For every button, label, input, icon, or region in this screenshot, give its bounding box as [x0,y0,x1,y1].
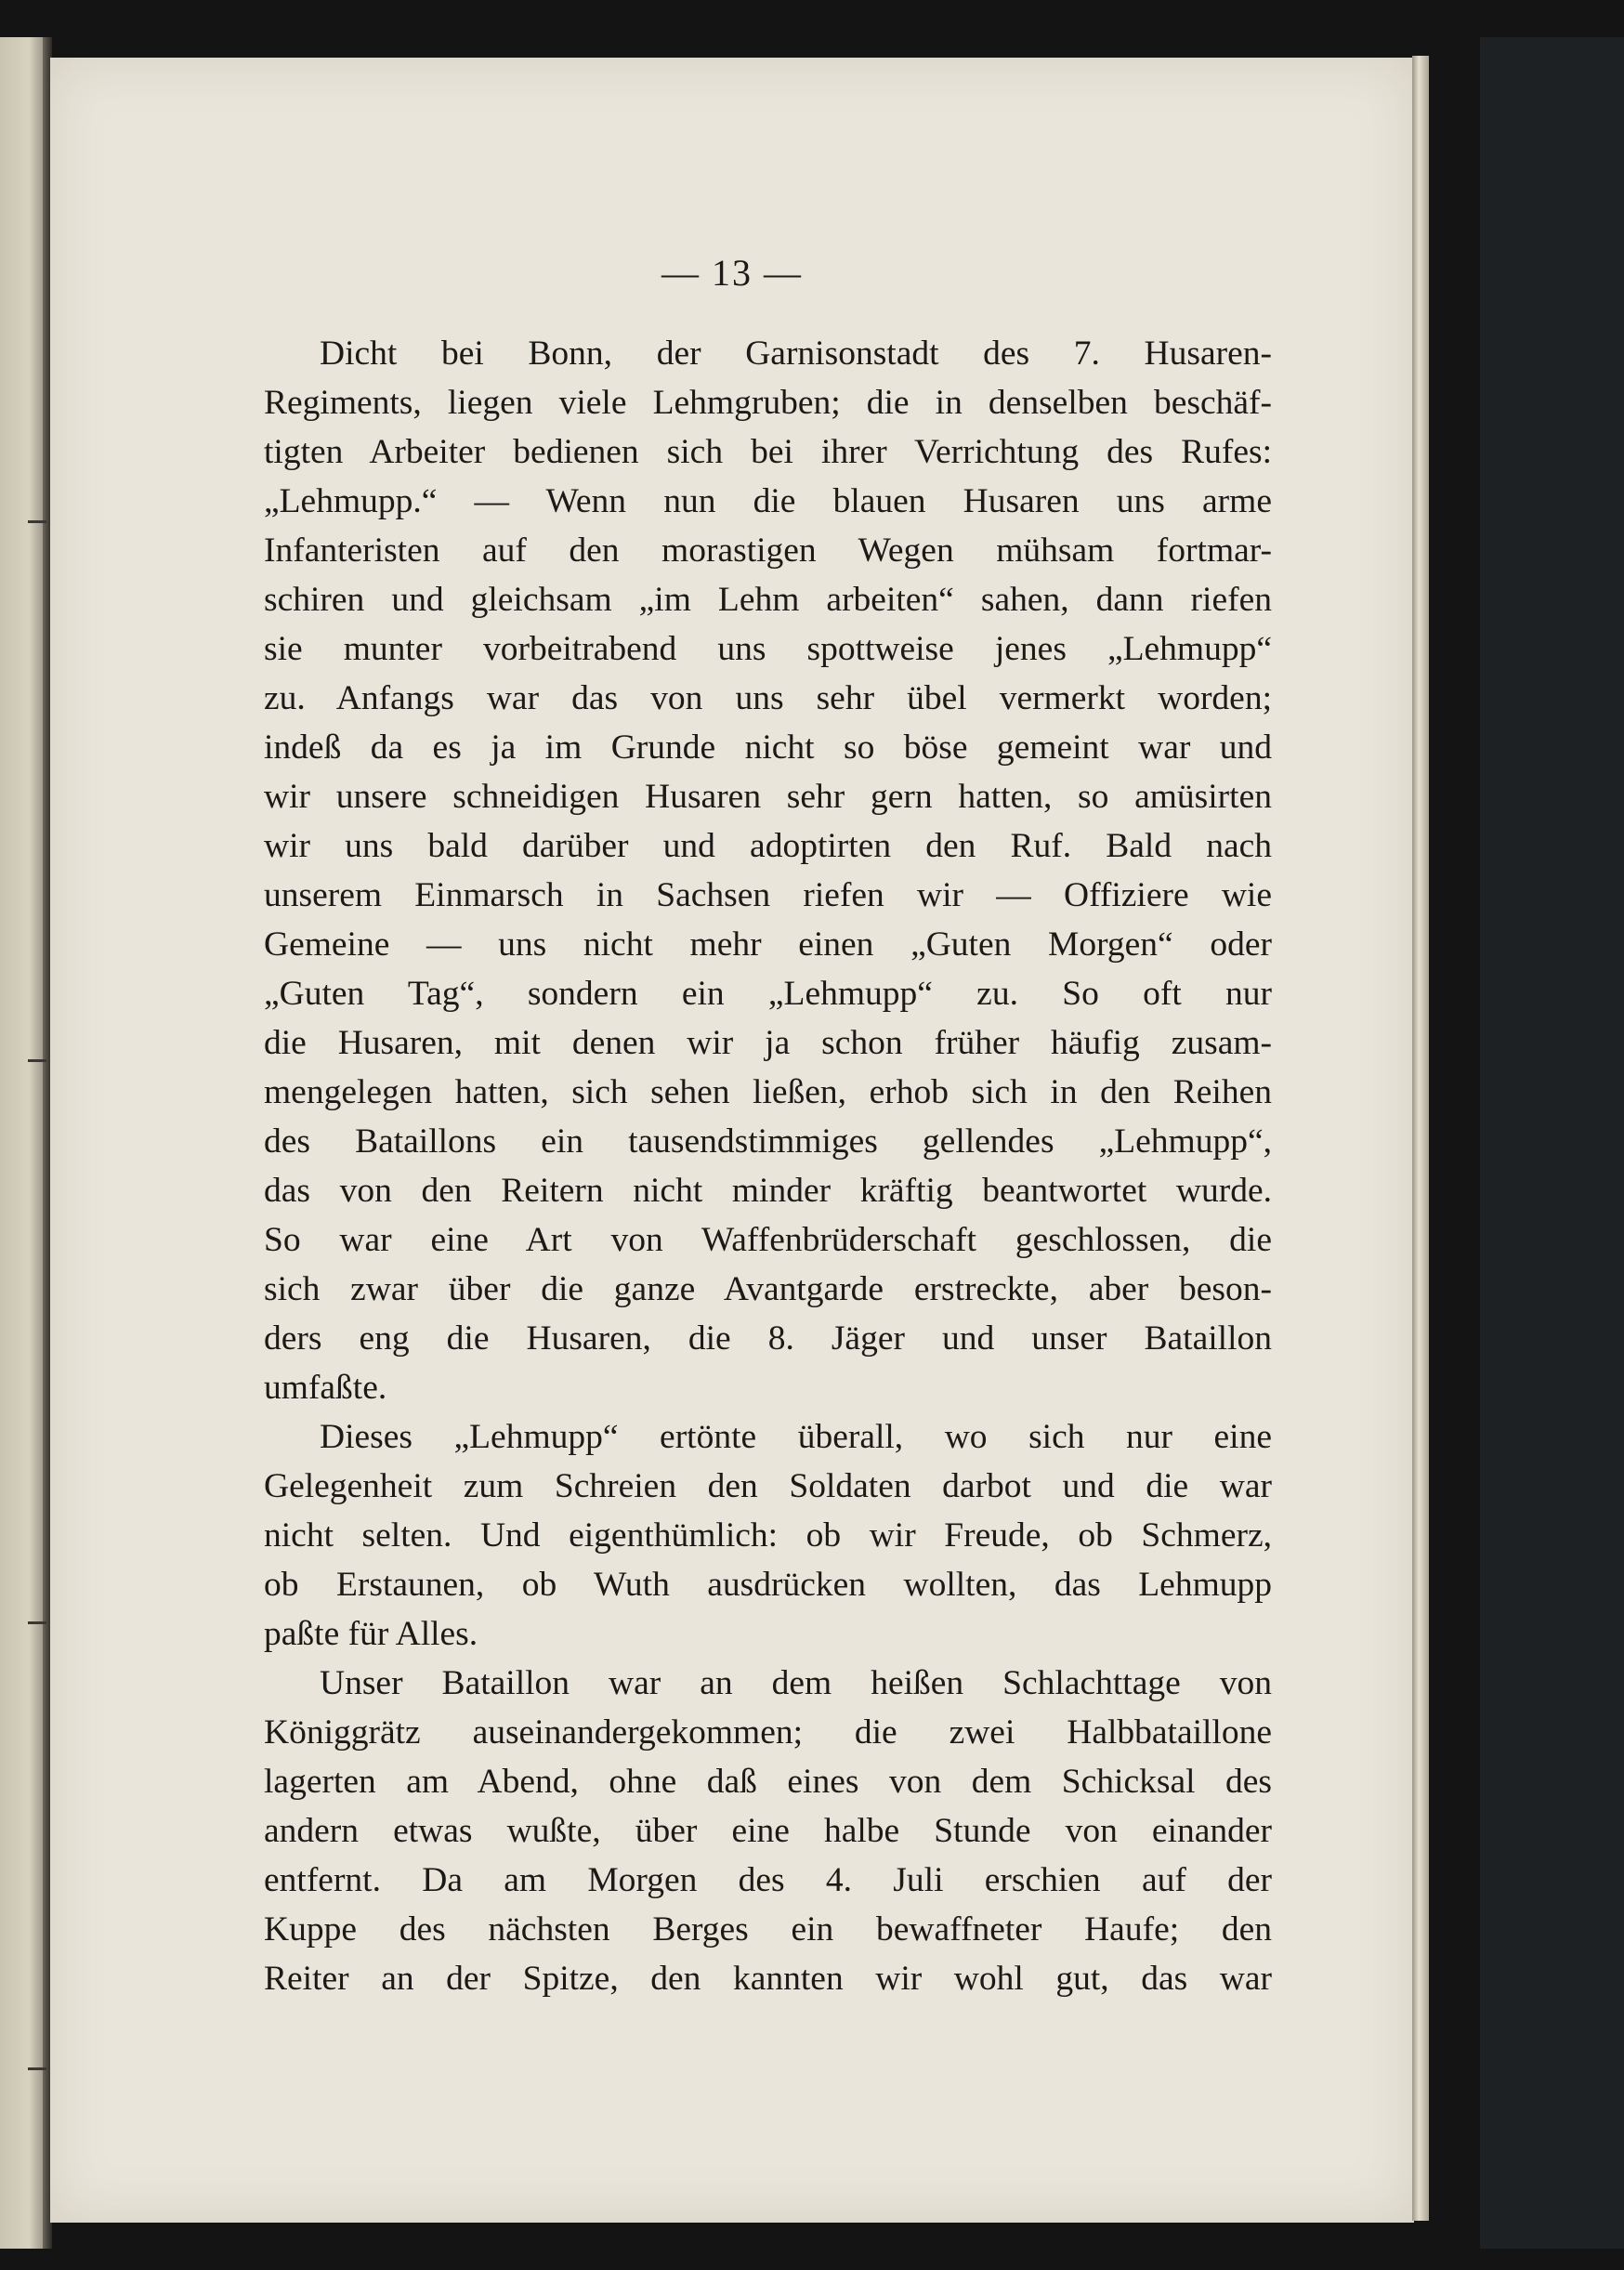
text-line: unserem Einmarsch in Sachsen riefen wir — Offiziere wie [264,876,1272,914]
page-stack-edge [1412,56,1429,2221]
text-line: wir uns bald darüber und adoptirten den Ruf. Bald nach [264,827,1272,865]
text-line: zu. Anfangs war das von uns sehr übel vermerkt worden; [264,679,1272,717]
text-line: So war eine Art von Waffenbrüderschaft geschlossen, die [264,1221,1272,1259]
text-line: umfaßte. [264,1369,387,1407]
text-line: ob Erstaunen, ob Wuth ausdrücken wollten, das Lehmupp [264,1566,1272,1604]
text-line: Unser Bataillon war an dem heißen Schlachttage von [320,1664,1272,1702]
text-line: Gemeine — uns nicht mehr einen „Guten Morgen“ oder [264,925,1272,964]
text-line: schiren und gleichsam „im Lehm arbeiten“ sahen, dann riefen [264,581,1272,619]
text-line: andern etwas wußte, über eine halbe Stunde von einander [264,1812,1272,1850]
text-line: Gelegenheit zum Schreien den Soldaten darbot und die war [264,1467,1272,1505]
text-line: „Guten Tag“, sondern ein „Lehmupp“ zu. So oft nur [264,975,1272,1013]
text-line: Infanteristen auf den morastigen Wegen mühsam fortmar- [264,531,1272,570]
page-number-header: — 13 — [661,252,803,294]
text-line: sich zwar über die ganze Avantgarde erstreckte, aber beson- [264,1270,1272,1308]
text-line: mengelegen hatten, sich sehen ließen, erhob sich in den Reihen [264,1073,1272,1111]
text-line: entfernt. Da am Morgen des 4. Juli erschien auf der [264,1861,1272,1899]
text-line: „Lehmupp.“ — Wenn nun die blauen Husaren uns arme [264,482,1272,520]
left-page-edge [0,37,48,2249]
margin-mark [28,520,46,523]
text-line: Kuppe des nächsten Berges ein bewaffneter Haufe; den [264,1910,1272,1949]
text-line: indeß da es ja im Grunde nicht so böse gemeint war und [264,728,1272,767]
text-line: Regiments, liegen viele Lehmgruben; die in denselben beschäf- [264,384,1272,422]
text-line: Reiter an der Spitze, den kannten wir wohl gut, das war [264,1960,1272,1998]
margin-mark [28,2067,46,2070]
text-line: paßte für Alles. [264,1615,478,1653]
text-line: sie munter vorbeitrabend uns spottweise jenes „Lehmupp“ [264,630,1272,668]
text-line: des Bataillons ein tausendstimmiges gellendes „Lehmupp“, [264,1122,1272,1161]
margin-mark [28,1059,46,1062]
book-cover [1480,37,1624,2249]
text-line: das von den Reitern nicht minder kräftig beantwortet wurde. [264,1172,1272,1210]
book-page [50,58,1414,2223]
text-line: Königgrätz auseinandergekommen; die zwei Halbbataillone [264,1713,1272,1752]
text-line: die Husaren, mit denen wir ja schon früher häufig zusam- [264,1024,1272,1062]
text-line: wir unsere schneidigen Husaren sehr gern hatten, so amüsirten [264,778,1272,816]
page-body-text [264,329,1272,2003]
text-line: Dieses „Lehmupp“ ertönte überall, wo sich nur eine [320,1418,1272,1456]
text-line: tigten Arbeiter bedienen sich bei ihrer Verrichtung des Rufes: [264,433,1272,471]
text-line: lagerten am Abend, ohne daß eines von dem Schicksal des [264,1763,1272,1801]
text-line: ders eng die Husaren, die 8. Jäger und unser Bataillon [264,1319,1272,1358]
text-line: nicht selten. Und eigenthümlich: ob wir Freude, ob Schmerz, [264,1516,1272,1555]
text-line: Dicht bei Bonn, der Garnisonstadt des 7. Husaren- [320,335,1272,373]
margin-mark [28,1621,46,1624]
